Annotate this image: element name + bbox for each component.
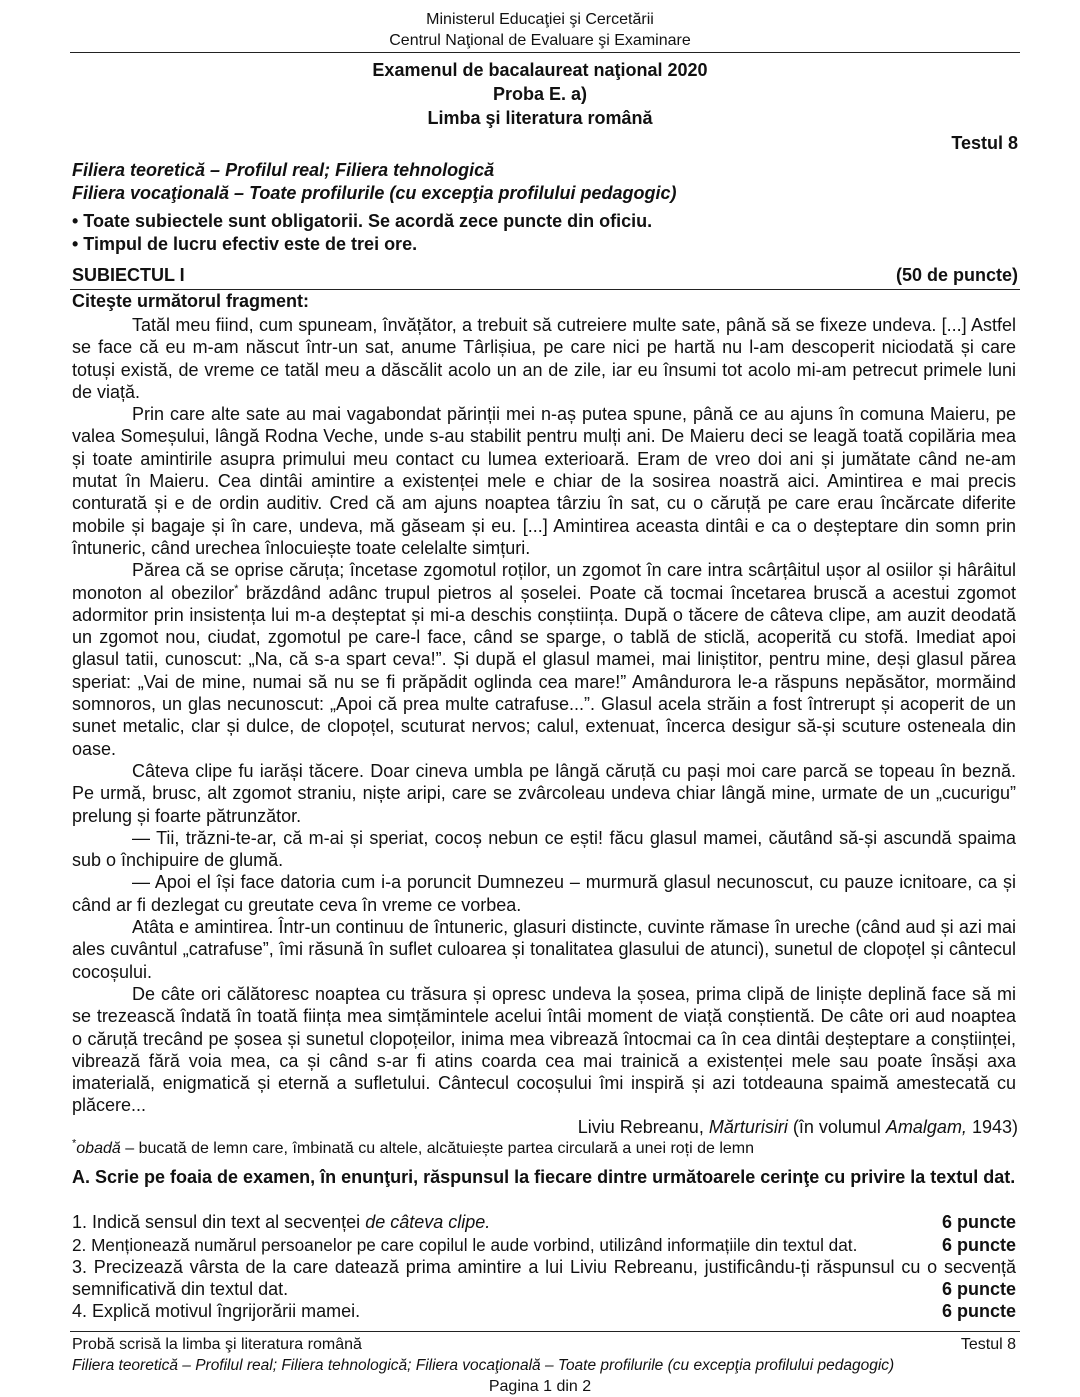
rule-bullet-2: • Timpul de lucru efectiv este de trei ore. xyxy=(72,234,418,254)
test-number: Testul 8 xyxy=(951,133,1018,153)
question-text: 1. Indică sensul din text al secvenței xyxy=(72,1212,361,1232)
footnote-text: – bucată de lemn care, îmbinată cu altele, alcătuiește partea circulară a unei roți de lemn xyxy=(125,1140,755,1157)
question-4 xyxy=(72,1300,1016,1322)
question-points: 6 puncte xyxy=(941,1301,1016,1321)
work-title: Mărturisiri xyxy=(708,1117,788,1137)
question-emphasis: de câteva clipe. xyxy=(365,1212,491,1232)
footer-divider xyxy=(70,1331,1020,1332)
fragment-paragraph: Câteva clipe fu iarăși tăcere. Doar cineva umbla pe lângă căruță cu pași moi care parcă se topeau în beznă. Pe urmă, brusc, alt zgomot straniu, niște aripi, care se zvârcoleau undeva chiar lângă mine, urmate de un „cucurigu” prelung și foarte pătrunzător. xyxy=(72,760,1016,826)
question-2 xyxy=(72,1234,1016,1256)
volume-prefix: (în volumul xyxy=(792,1117,881,1137)
volume-title: Amalgam, xyxy=(885,1117,967,1137)
question-3 xyxy=(72,1256,1016,1300)
section-a-heading: A. Scrie pe foaia de examen, în enunţuri, răspunsul la fiecare dintre următoarele cerinţe cu privire la textul dat. xyxy=(72,1167,1016,1187)
footer-line-2: Filiera teoretică – Profilul real; Filiera tehnologică; Filiera vocaţională – Toate profilurile (cu excepţia profilului pedagogic) xyxy=(72,1357,895,1374)
subject-points: (50 de puncte) xyxy=(895,265,1018,285)
read-instruction: Citeşte următorul fragment: xyxy=(72,291,310,311)
question-text: 2. Menționează numărul persoanelor pe care copilul le aude vorbind, utilizând informațiile din textul dat. xyxy=(72,1235,858,1255)
footnote-marker: * xyxy=(234,582,239,595)
footnote-marker: * xyxy=(72,1137,77,1150)
ministry-name: Ministerul Educaţiei şi Cercetării xyxy=(426,11,654,28)
fragment-paragraph: De câte ori călătoresc noaptea cu trăsura și opresc undeva la șosea, prima clipă de liniște deplină face să mi se trezească îndată în toată ființa mea simțămintele acelui întâi moment de viață conștientă. De câte ori aud noaptea o căruță trecând pe șosea și sunetul clopoțeilor, inima mea vibrează întocmai ca în cea dintâi deșteptare a conștiinței, vibrează fără voia mea, ca și când s-ar fi atins coarda cea mai trainică a existenței mele sau poate însăși axa imaterială, enigmatică și eternă a sufletului. Cântecul cocoșului îmi inspiră și azi totdeauna spaimă amestecată cu plăcere... xyxy=(72,983,1016,1116)
source-citation xyxy=(578,1117,1018,1138)
rule-bullet-1: • Toate subiectele sunt obligatorii. Se acordă zece puncte din oficiu. xyxy=(72,211,653,231)
footnote-term: obadă xyxy=(76,1140,121,1157)
header-divider xyxy=(70,52,1020,53)
footer-right: Testul 8 xyxy=(960,1336,1016,1353)
fragment-text: brăzdând adânc trupul pietros al șoselei. Poate că tocmai încetarea bruscă a acestui zgomot adormitor prin insistența lui m-a deșteptat și mi-a deschis conștiința. După o tăcere de câteva clipe, am auzit deodată un zgomot nou, ciudat, zgomotul pe care-l face, când se sparge, o tablă de sticlă, acoperită cu stofă. Imediat apoi glasul tatii, cunoscut: „Na, că s-a spart ceva!”. Și după el glasul mamei, mai liniștitor, pentru mine, deși glasul părea speriat: „Vai de mine, numai să nu se fi prăpădit oglinda cea mare!” Amândurora le-a răspuns nepăsător, mormăind somnoros, un glas necunoscut: „Apoi că prea multe catrafuse...”. Glasul acela străin a fost întrerupt și acoperit de un sunet metalic, clar și dulce, de clopoțel, scuturat nervos; calul, extenuat, încerca desigur să-și scuture osteneala din oase. xyxy=(72,582,1016,759)
question-points: 6 puncte xyxy=(941,1212,1016,1232)
exam-title: Examenul de bacalaureat naţional 2020 xyxy=(372,60,708,80)
fragment-paragraph: — Apoi el își face datoria cum i-a poruncit Dumnezeu – murmură glasul necunoscut, cu pauze icnitoare, ca și când ar fi dezlegat cu greutate ceva în vreme ce vorbea. xyxy=(72,872,1016,915)
author-name: Liviu Rebreanu, xyxy=(577,1117,704,1137)
footnote xyxy=(72,1137,755,1158)
page-number: Pagina 1 din 2 xyxy=(488,1378,592,1395)
filiera-line-1: Filiera teoretică – Profilul real; Filiera tehnologică xyxy=(72,160,495,180)
footer-left: Probă scrisă la limba şi literatura română xyxy=(72,1336,362,1353)
question-text: 3. Precizează vârsta de la care datează prima amintire a lui Liviu Rebreanu, justificându-ți răspunsul cu o secvență semnificativă din textul dat. xyxy=(72,1257,1016,1299)
literary-fragment xyxy=(72,314,1016,1117)
question-points: 6 puncte xyxy=(941,1235,1016,1255)
fragment-paragraph: Prin care alte sate au mai vagabondat părinții mei n-aș putea spune, până ce au ajuns în comuna Maieru, pe valea Someșului, lângă Rodna Veche, unde s-au stabilit pentru mulți ani. De Maieru deci se leagă toată copilăria mea și toate amintirile asupra primului meu contact cu lumea exterioară. Eram de vreo doi ani și jumătate când ne-am mutat în Maieru. Cea dintâi amintire a existenței mele e chiar de la sosirea noastră aici. Amintirea e mai precis conturată și e de ordin auditiv. Cred că am ajuns noaptea târziu în sat, cu o căruță pe care erau încărcate diferite mobile și bagaje și în care, undeva, mă găseam și eu. [...] Amintirea aceasta dintâi e ca o deșteptare din somn prin întuneric, când urechea înlocuiește toate celelalte simțuri. xyxy=(72,404,1016,558)
question-points: 6 puncte xyxy=(941,1279,1016,1299)
exam-subject: Limba şi literatura română xyxy=(427,108,653,128)
publication-year: 1943) xyxy=(971,1117,1018,1137)
fragment-paragraph xyxy=(72,559,1016,760)
filiera-line-2: Filiera vocaţională – Toate profilurile (cu excepţia profilului pedagogic) xyxy=(72,183,677,203)
center-name: Centrul Naţional de Evaluare şi Examinare xyxy=(389,32,691,49)
fragment-paragraph: Tatăl meu fiind, cum spuneam, învățător, a trebuit să cutreiere multe sate, până să se fixeze undeva. [...] Astfel se face că eu m-am născut într-un sat, anume Târlișiua, pe care nici pe hartă nu l-am descoperit niciodată și care totuși există, de vreme ce tatăl meu a dăscălit acolo un an de zile, iar eu însumi tot acolo mi-am petrecut primele luni de viață. xyxy=(72,315,1016,402)
subject-divider xyxy=(70,289,1020,290)
fragment-text: Părea că se oprise căruța; încetase zgomotul roților, un zgomot în care intra scârțâitul ușor al osiilor și hârâitul monoton al obezilor xyxy=(72,560,1016,603)
question-text: 4. Explică motivul îngrijorării mamei. xyxy=(72,1301,361,1321)
fragment-paragraph: — Tii, trăzni-te-ar, că m-ai și speriat, cocoș nebun ce ești! făcu glasul mamei, căutând să-și ascundă spaima sub o închipuire de glumă. xyxy=(72,827,1016,871)
subject-title: SUBIECTUL I xyxy=(72,265,185,285)
question-1 xyxy=(72,1211,1016,1233)
fragment-paragraph: Atâta e amintirea. Într-un continuu de întuneric, glasuri distincte, cuvinte rămase în ureche (când aud și azi mai ales cuvântul „catrafuse”, îmi răsună în suflet culoarea și tonalitatea glasului de atunci), sunetul de clopoțel și cântecul cocoșului. xyxy=(72,917,1016,982)
footer-line-1 xyxy=(72,1335,1016,1355)
exam-proba: Proba E. a) xyxy=(492,84,588,104)
